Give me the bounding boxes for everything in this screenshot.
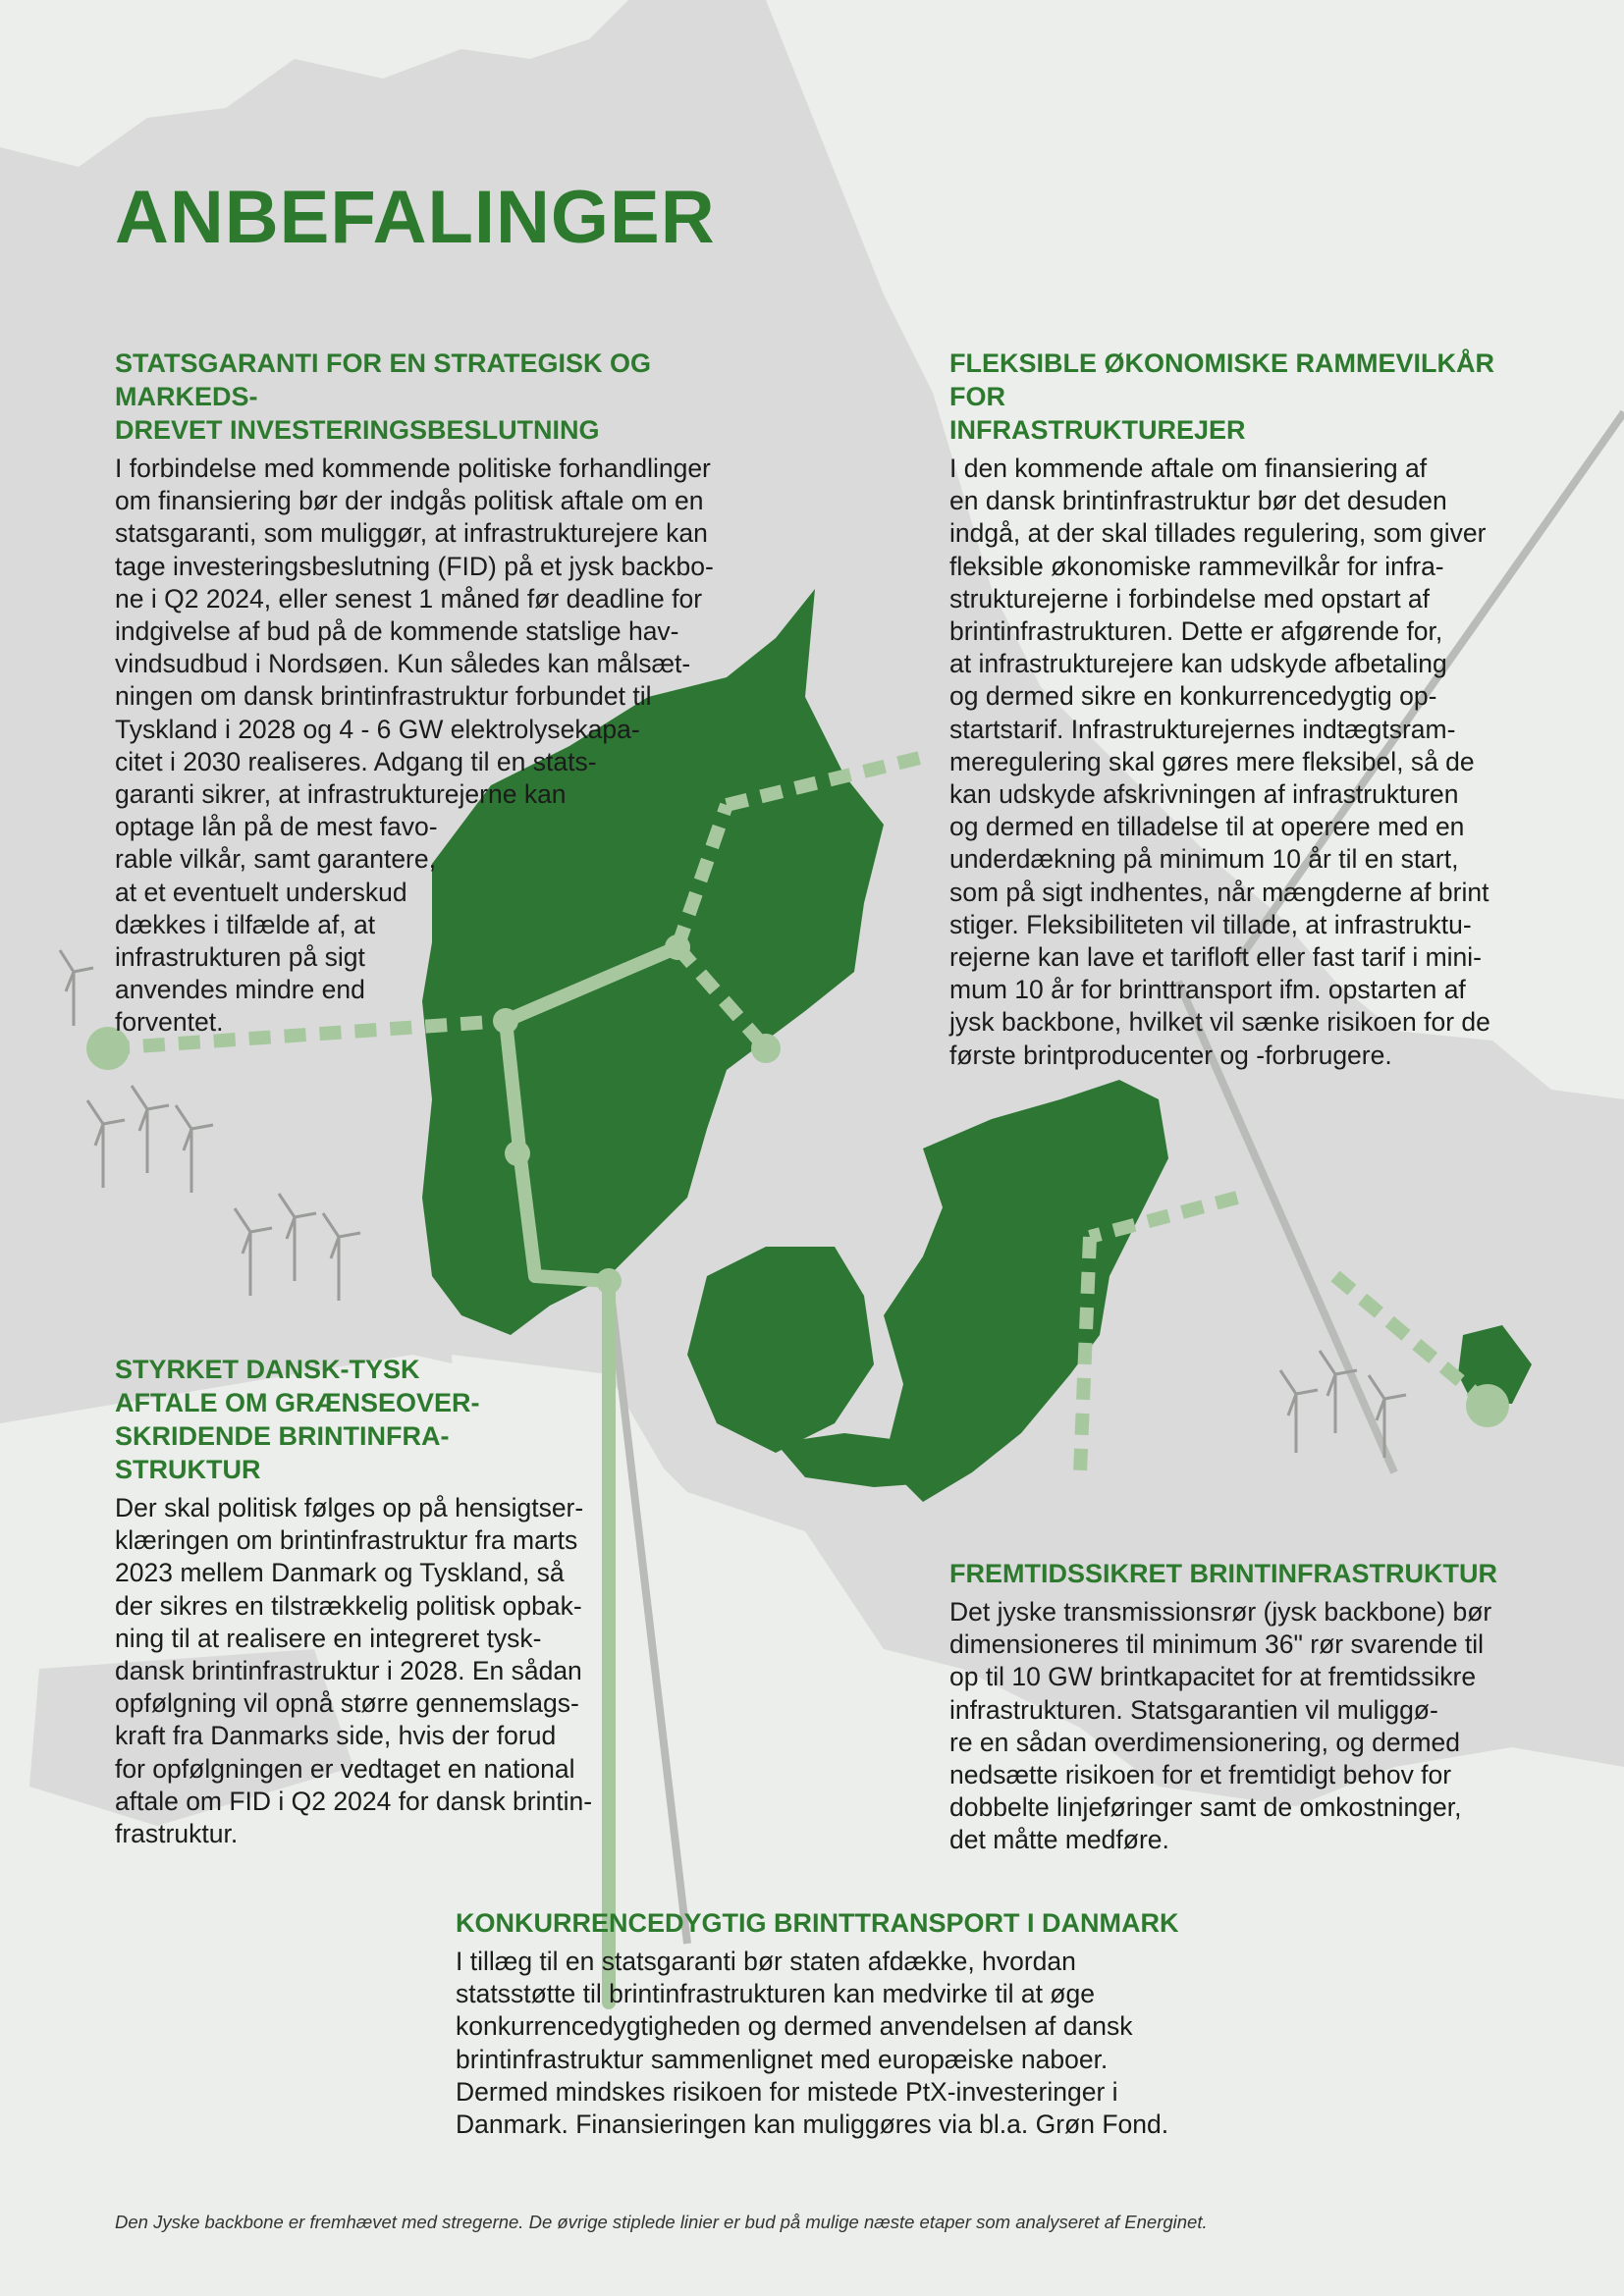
section-dansk-tysk-aftale xyxy=(115,1353,625,1850)
norway-coast xyxy=(0,0,628,167)
section-body: I den kommende aftale om finansiering af en dansk brintinfrastruktur bør det desuden indgå, at der skal tillades regulering, som giver fleksible økonomiske rammevilkår for infra- strukturejerne i forbindelse med opstart af brintinfrastrukturen. Dette er afgørende for, at infrastrukturejere kan udskyde afbetaling og dermed sikre en konkurrencedygtig op- startstarif. Infrastrukturejernes indtægtsram- meregulering skal gøres mere fleksibel, så de kan udskyde afskrivningen af infrastrukturen og dermed en tilladelse til at operere med en underdækning på minimum 10 år til en start, som på sigt indhentes, når mængderne af brint stiger. Fleksibiliteten vil tillade, at infrastruktu- rejerne kan lave et tarifloft eller fast tarif i mini- mum 10 år for brinttransport ifm. opstarten af jysk backbone, hvilket vil sænke risikoen for de første brintproducenter og -forbrugere. xyxy=(949,454,1490,1070)
section-statsgaranti xyxy=(115,347,753,1040)
section-body: Det jyske transmissionsrør (jysk backbone) bør dimensioneres til minimum 36" rør svarende til op til 10 GW brintkapacitet for at fremtidssikre infrastrukturen. Statsgarantien vil muliggø- re en sådan overdimensionering, og dermed nedsætte risikoen for et fremtidigt behov for dobbelte linjeføringer samt de omkostninger, det måtte medføre. xyxy=(949,1597,1492,1855)
section-heading: STATSGARANTI FOR EN STRATEGISK OG MARKEDS- DREVET INVESTERINGSBESLUTNING xyxy=(115,348,651,445)
section-heading: FREMTIDSSIKRET BRINTINFRASTRUKTUR xyxy=(949,1559,1497,1588)
page-title: ANBEFALINGER xyxy=(115,176,716,259)
section-brinttransport xyxy=(456,1906,1261,2141)
section-body: I tillæg til en statsgaranti bør staten afdække, hvordan statsstøtte til brintinfrastrukturen kan medvirke til at øge konkurrencedygtigheden og dermed anvendelsen af dansk brintinfrastruktur sammenlignet med europæiske naboer. Dermed mindskes risikoen for mistede PtX-investeringer i Danmark. Finansieringen kan muliggøres via bl.a. Grøn Fond. xyxy=(456,1947,1169,2140)
section-heading: KONKURRENCEDYGTIG BRINTTRANSPORT I DANMARK xyxy=(456,1908,1179,1938)
section-fremtidssikret xyxy=(949,1557,1539,1857)
section-rammevilkaar xyxy=(949,347,1539,1072)
zealand xyxy=(884,1080,1168,1502)
section-body: I forbindelse med kommende politiske forhandlinger om finansiering bør der indgås politisk aftale om en statsgaranti, som muliggør, at infrastrukturejere kan tage investeringsbeslutning (FID) på et jysk backbo- ne i Q2 2024, eller senest 1 måned før deadline for indgivelse af bud på de kommende statslige hav- vindsudbud i Nordsøen. Kun således kan målsæt- ningen om dansk brintinfrastruktur forbundet til Tyskland i 2028 og 4 - 6 GW elektrolysekapa- citet i 2030 realiseres. Adgang til en stats- garanti sikrer, at infrastrukturejerne kan optage lån på de mest favo- rable vilkår, samt garantere, at et eventuelt underskud dækkes i tilfælde af, at infrastrukturen på sigt anvendes mindre end forventet. xyxy=(115,454,714,1038)
map-caption: Den Jyske backbone er fremhævet med stregerne. De øvrige stiplede linier er bud på mulige næste etaper som analyseret af Energinet. xyxy=(115,2212,1208,2232)
section-heading: STYRKET DANSK-TYSK AFTALE OM GRÆNSEOVER- SKRIDENDE BRINTINFRA- STRUKTUR xyxy=(115,1355,480,1484)
section-body: Der skal politisk følges op på hensigtser- klæringen om brintinfrastruktur fra marts 2023 mellem Danmark og Tyskland, så der sikres en tilstrækkelig politisk opbak- ning til at realisere en integreret tysk- dansk brintinfrastruktur i 2028. En sådan opfølgning vil opnå større gennemslags- kraft fra Danmarks side, hvis der forud for opfølgningen er vedtaget en national aftale om FID i Q2 2024 for dansk brintin- frastruktur. xyxy=(115,1493,593,1849)
section-heading: FLEKSIBLE ØKONOMISKE RAMMEVILKÅR FOR INFRASTRUKTUREJER xyxy=(949,348,1495,445)
funen xyxy=(687,1247,874,1453)
